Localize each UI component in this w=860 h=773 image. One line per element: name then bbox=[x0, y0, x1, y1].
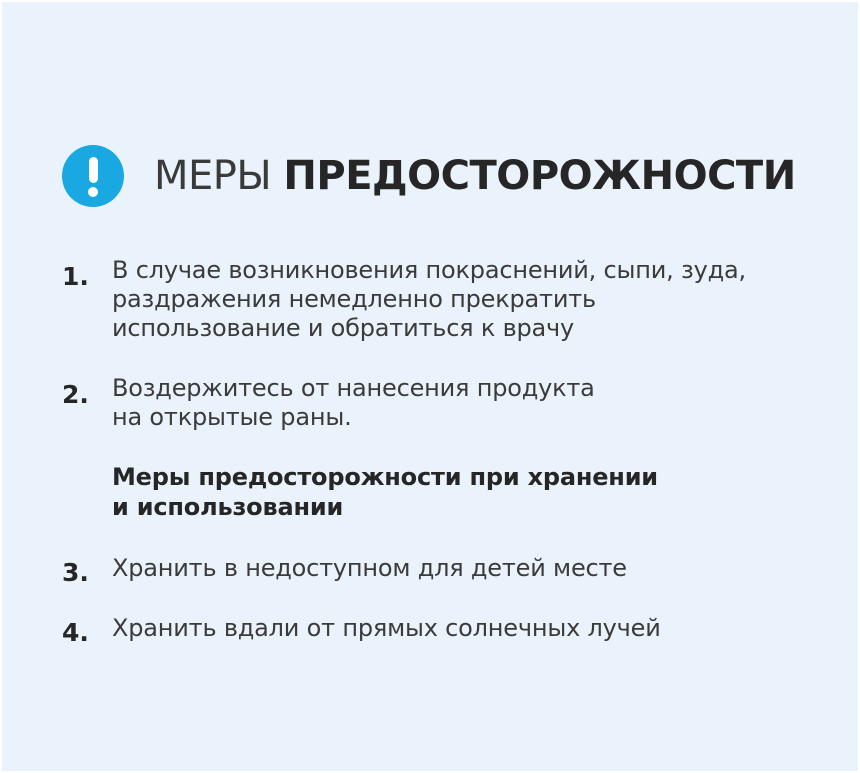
page-title bbox=[154, 151, 796, 201]
list-item-line: Хранить в недоступном для детей месте bbox=[112, 554, 627, 582]
list-item-number: 4. bbox=[62, 618, 89, 647]
list-item-line: раздражения немедленно прекратить bbox=[112, 285, 596, 313]
list-item-number: 3. bbox=[62, 558, 89, 587]
list-item-line: В случае возникновения покраснений, сыпи, зуда, bbox=[112, 256, 746, 284]
section-header bbox=[62, 145, 796, 207]
info-card bbox=[2, 2, 858, 771]
list-item-text bbox=[112, 256, 812, 343]
list-item-line: Воздержитесь от нанесения продукта bbox=[112, 374, 595, 402]
subheading-line: и использовании bbox=[112, 493, 344, 521]
storage-subheading bbox=[112, 462, 752, 522]
list-item-line: Хранить вдали от прямых солнечных лучей bbox=[112, 614, 661, 642]
exclamation-bar bbox=[89, 157, 98, 183]
list-item-line: на открытые раны. bbox=[112, 403, 352, 431]
subheading-line: Меры предосторожности при хранении bbox=[112, 463, 658, 491]
list-item-text bbox=[112, 614, 812, 643]
list-item-line: использование и обратиться к врачу bbox=[112, 314, 575, 342]
page-title-bold: ПРЕДОСТОРОЖНОСТИ bbox=[283, 153, 796, 199]
list-item-text bbox=[112, 374, 812, 432]
list-item-text bbox=[112, 554, 812, 583]
exclamation-dot bbox=[88, 187, 98, 197]
page-title-light: МЕРЫ bbox=[154, 153, 284, 199]
list-item-number: 1. bbox=[62, 262, 89, 291]
exclamation-circle-icon bbox=[62, 145, 124, 207]
list-item-number: 2. bbox=[62, 380, 89, 409]
